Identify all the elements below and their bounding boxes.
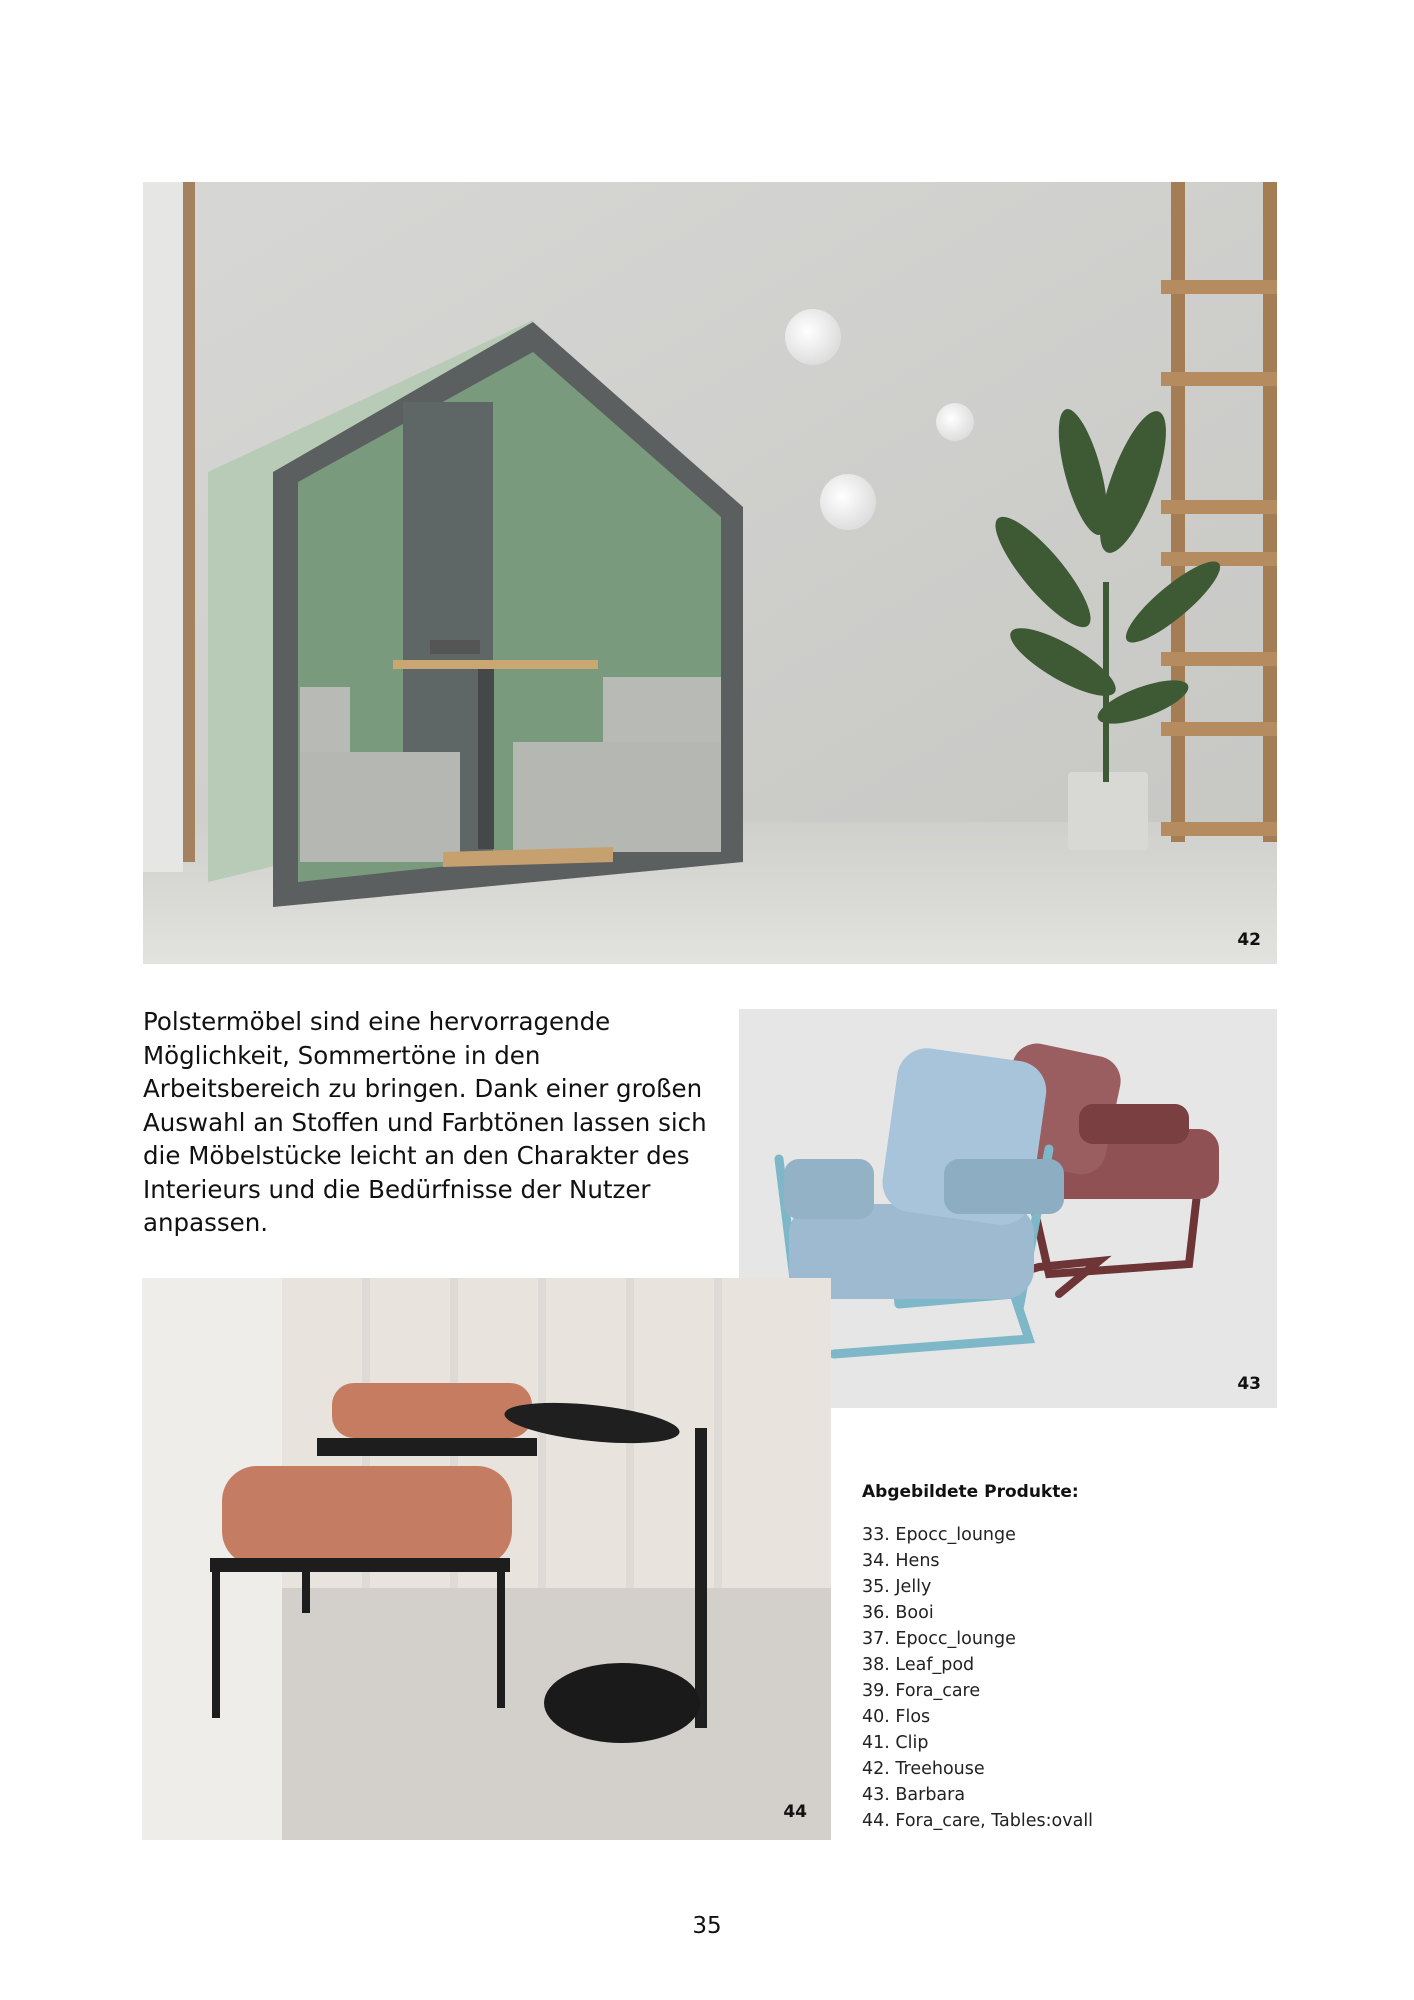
photo-treehouse <box>143 182 1277 964</box>
photo-number-43: 43 <box>1237 1374 1261 1394</box>
list-item: 36. Booi <box>862 1603 934 1623</box>
list-item: 35. Jelly <box>862 1577 932 1597</box>
list-item: 44. Fora_care, Tables:ovall <box>862 1811 1094 1831</box>
photo-number-42: 42 <box>1237 930 1261 950</box>
list-item: 41. Clip <box>862 1733 929 1753</box>
list-item: 33. Epocc_lounge <box>862 1525 1016 1545</box>
page-number: 35 <box>692 1913 722 1939</box>
list-item: 40. Flos <box>862 1707 931 1727</box>
list-item: 37. Epocc_lounge <box>862 1629 1016 1649</box>
photo-fora <box>142 1278 831 1840</box>
list-item: 34. Hens <box>862 1551 940 1571</box>
fora-illustration <box>142 1278 831 1840</box>
list-item: 42. Treehouse <box>862 1759 985 1779</box>
products-title: Abgebildete Produkte: <box>862 1482 1079 1502</box>
list-item: 38. Leaf_pod <box>862 1655 975 1675</box>
list-item: 43. Barbara <box>862 1785 966 1805</box>
treehouse-illustration <box>143 182 1277 964</box>
photo-number-44: 44 <box>783 1802 807 1822</box>
intro-paragraph: Polstermöbel sind eine hervorragende Möglichkeit, Sommertöne in den Arbeitsbereich zu bringen. Dank einer großen Auswahl an Stoffen und Farbtönen lassen sich die Möbelstücke leicht an den Charakter des Interieurs und die Bedürfnisse der Nutzer anpassen. <box>143 1007 707 1237</box>
product-list <box>862 1522 1093 1834</box>
list-item: 39. Fora_care <box>862 1681 981 1701</box>
